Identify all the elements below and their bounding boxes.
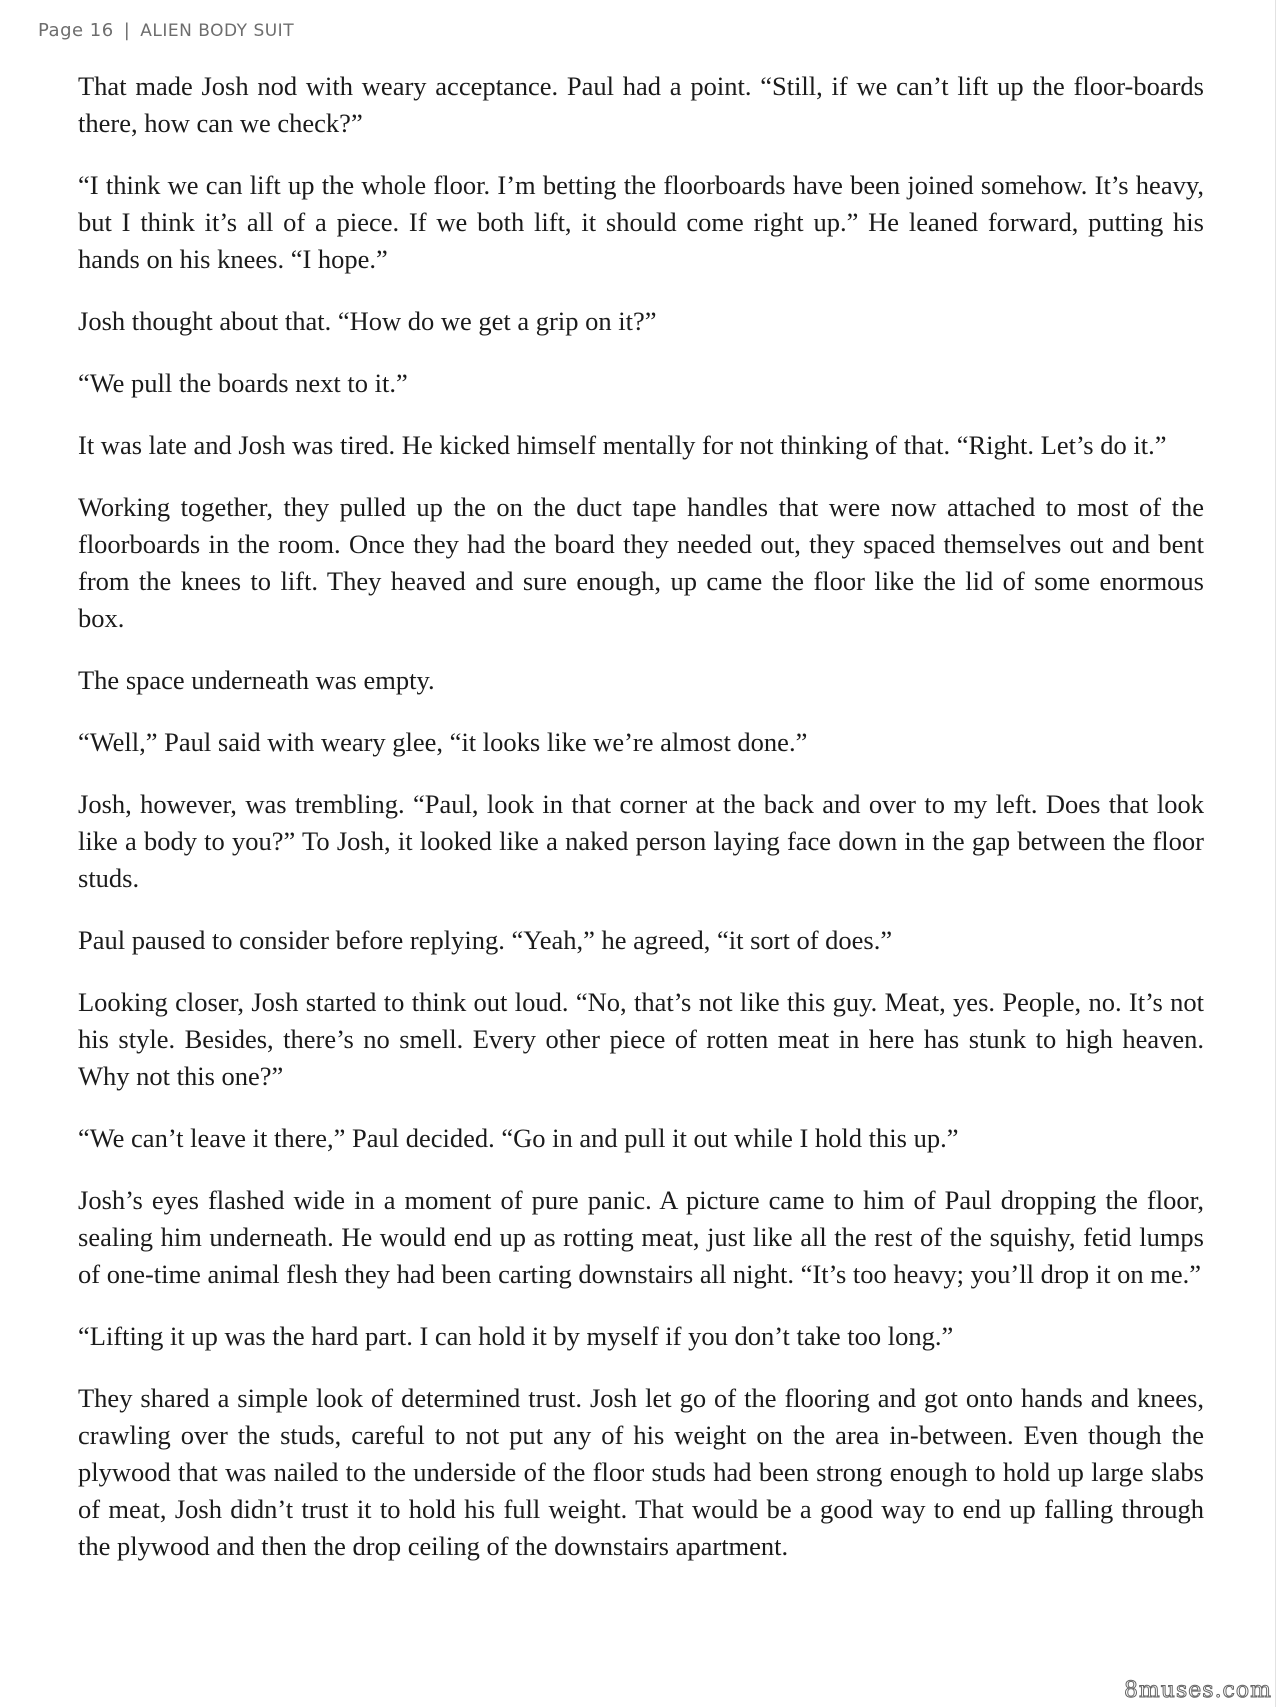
- paragraph: Looking closer, Josh started to think out loud. “No, that’s not like this guy. Meat, yes. People, no. It’s not his style. Besides, there’s no smell. Every other piece of rotten meat in here has stunk to high heaven. Why not this one?”: [78, 987, 1204, 1091]
- running-header: [38, 20, 294, 41]
- header-separator: |: [123, 20, 131, 41]
- paragraph: Josh, however, was trembling. “Paul, look in that corner at the back and over to my left. Does that look like a body to you?” To Josh, it looked like a naked person laying face down in the gap between the floor studs.: [78, 789, 1204, 893]
- paragraph: It was late and Josh was tired. He kicked himself mentally for not thinking of that. “Right. Let’s do it.”: [78, 430, 1167, 460]
- paragraph: The space underneath was empty.: [78, 665, 435, 695]
- paragraph: Working together, they pulled up the on the duct tape handles that were now attached to most of the floorboards in the room. Once they had the board they needed out, they spaced themselves out and bent from the knees to lift. They heaved and sure enough, up came the floor like the lid of some enormous box.: [78, 492, 1204, 633]
- paragraph: Paul paused to consider before replying. “Yeah,” he agreed, “it sort of does.”: [78, 925, 893, 955]
- site-watermark: 8muses.com: [1123, 1678, 1272, 1703]
- paragraph: “I think we can lift up the whole floor. I’m betting the floorboards have been joined somehow. It’s heavy, but I think it’s all of a piece. If we both lift, it should come right up.” He leaned forward, putting his hands on his knees. “I hope.”: [78, 170, 1204, 274]
- book-title: ALIEN BODY SUIT: [140, 21, 295, 41]
- page-edge-divider: [1275, 0, 1276, 1707]
- paragraph: “We pull the boards next to it.”: [78, 368, 408, 398]
- page-number: Page 16: [38, 20, 114, 41]
- paragraph: That made Josh nod with weary acceptance. Paul had a point. “Still, if we can’t lift up the floor-boards there, how can we check?”: [78, 71, 1204, 138]
- paragraph: They shared a simple look of determined trust. Josh let go of the flooring and got onto hands and knees, crawling over the studs, careful to not put any of his weight on the area in-between. Even though the plywood that was nailed to the underside of the floor studs had been strong enough to hold up large slabs of meat, Josh didn’t trust it to hold his full weight. That would be a good way to end up falling through the plywood and then the drop ceiling of the downstairs apartment.: [78, 1383, 1204, 1561]
- body-text: [78, 68, 1204, 1590]
- paragraph: Josh thought about that. “How do we get a grip on it?”: [78, 306, 657, 336]
- paragraph: “Well,” Paul said with weary glee, “it looks like we’re almost done.”: [78, 727, 808, 757]
- paragraph: Josh’s eyes flashed wide in a moment of pure panic. A picture came to him of Paul dropping the floor, sealing him underneath. He would end up as rotting meat, just like all the rest of the squishy, fetid lumps of one-time animal flesh they had been carting downstairs all night. “It’s too heavy; you’ll drop it on me.”: [78, 1185, 1204, 1289]
- paragraph: “We can’t leave it there,” Paul decided. “Go in and pull it out while I hold this up.”: [78, 1123, 959, 1153]
- paragraph: “Lifting it up was the hard part. I can hold it by myself if you don’t take too long.”: [78, 1321, 954, 1351]
